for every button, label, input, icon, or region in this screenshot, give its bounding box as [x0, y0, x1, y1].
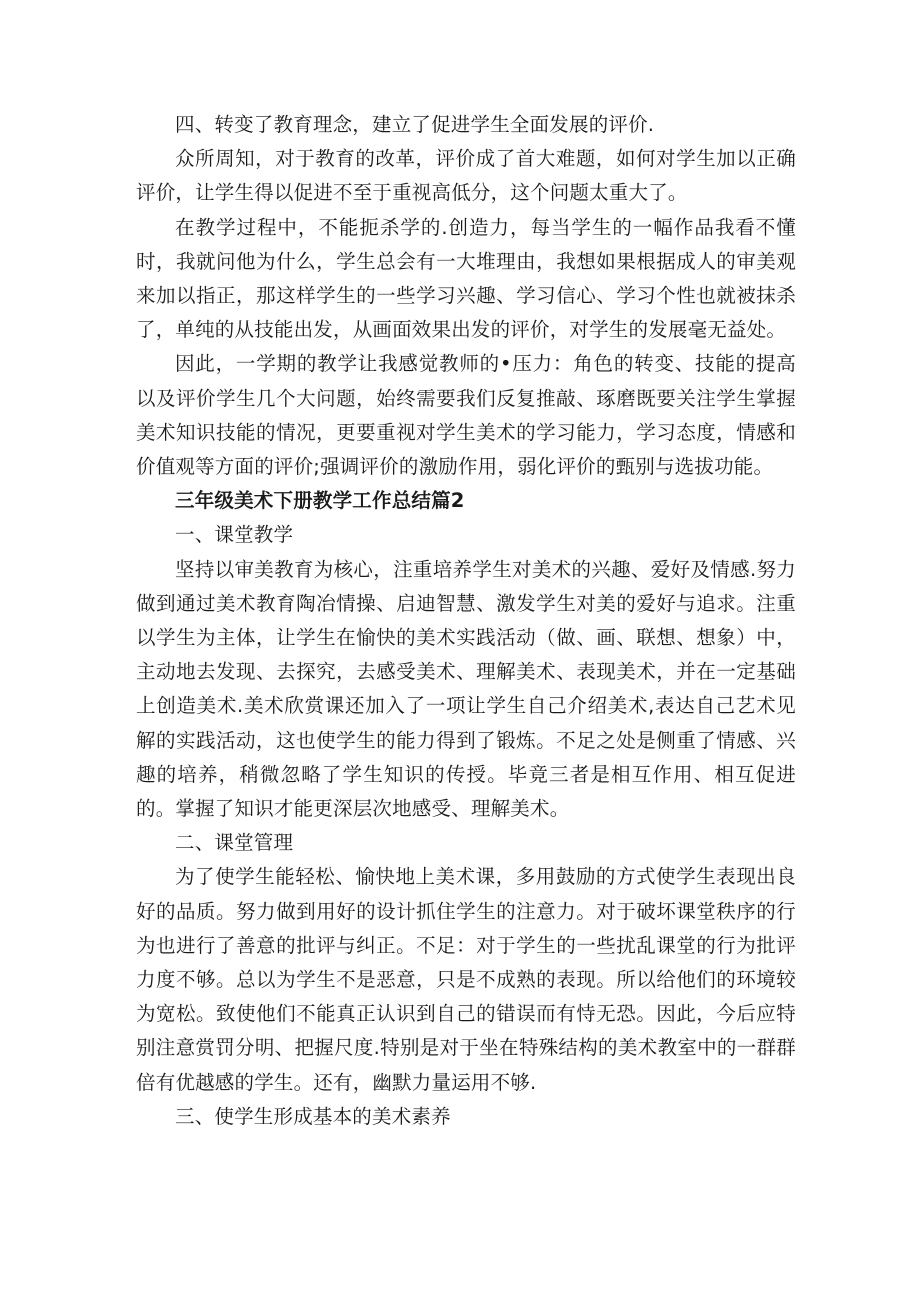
section-title-classroom-management: 二、课堂管理 — [175, 831, 294, 855]
paragraph-creativity: 在教学过程中，不能扼杀学的.创造力，每当学生的一幅作品我看不懂时，我就问他为什么，学生总会有一大堆理由，我想如果根据成人的审美观来加以指正，那这样学生的一些学习兴趣、学习信心、学习个性也就被抹杀了，单纯的从技能出发，从画面效果出发的评价，对学生的发展毫无益处。 — [136, 215, 796, 342]
section-title-classroom-teaching: 一、课堂教学 — [175, 523, 294, 547]
document-page — [136, 108, 796, 1134]
section-title-reform-evaluation: 四、转变了教育理念，建立了促进学生全面发展的评价. — [175, 113, 655, 136]
paragraph-classroom-teaching: 坚持以审美教育为核心，注重培养学生对美术的兴趣、爱好及情感.努力做到通过美术教育陶冶情操、启迪智慧、激发学生对美的爱好与追求。注重以学生为主体，让学生在愉快的美术实践活动（做、画、联想、想象）中，主动地去发现、去探究，去感受美术、理解美术、表现美术，并在一定基础上创造美术.美术欣赏课还加入了一项让学生自己介绍美术,表达自己艺术见解的实践活动，这也使学生的能力得到了锻炼。不足之处是侧重了情感、兴趣的培养，稍微忽略了学生知识的传授。毕竟三者是相互作用、相互促进的。掌握了知识才能更深层次地感受、理解美术。 — [136, 557, 796, 821]
section-title-art-literacy: 三、使学生形成基本的美术素养 — [175, 1104, 451, 1128]
paragraph-evaluation-problem: 众所周知，对于教育的改革，评价成了首大难题，如何对学生加以正确评价，让学生得以促进不至于重视高低分，这个问题太重大了。 — [136, 147, 796, 205]
document-heading: 三年级美术下册教学工作总结篇2 — [175, 489, 465, 513]
paragraph-teacher-pressure: 因此，一学期的教学让我感觉教师的•压力：角色的转变、技能的提高以及评价学生几个大问题，始终需要我们反复推敲、琢磨既要关注学生掌握美术知识技能的情况，更要重视对学生美术的学习能力，学习态度，情感和价值观等方面的评价;强调评价的激励作用，弱化评价的甄别与选拔功能。 — [136, 352, 796, 479]
paragraph-classroom-management: 为了使学生能轻松、愉快地上美术课，多用鼓励的方式使学生表现出良好的品质。努力做到用好的设计抓住学生的注意力。对于破坏课堂秩序的行为也进行了善意的批评与纠正。不足：对于学生的一些扰乱课堂的行为批评力度不够。总以为学生不是恶意，只是不成熟的表现。所以给他们的环境较为宽松。致使他们不能真正认识到自己的错误而有恃无恐。因此，今后应特别注意赏罚分明、把握尺度.特别是对于坐在特殊结构的美术教室中的一群群倍有优越感的学生。还有，幽默力量运用不够. — [136, 865, 796, 1094]
